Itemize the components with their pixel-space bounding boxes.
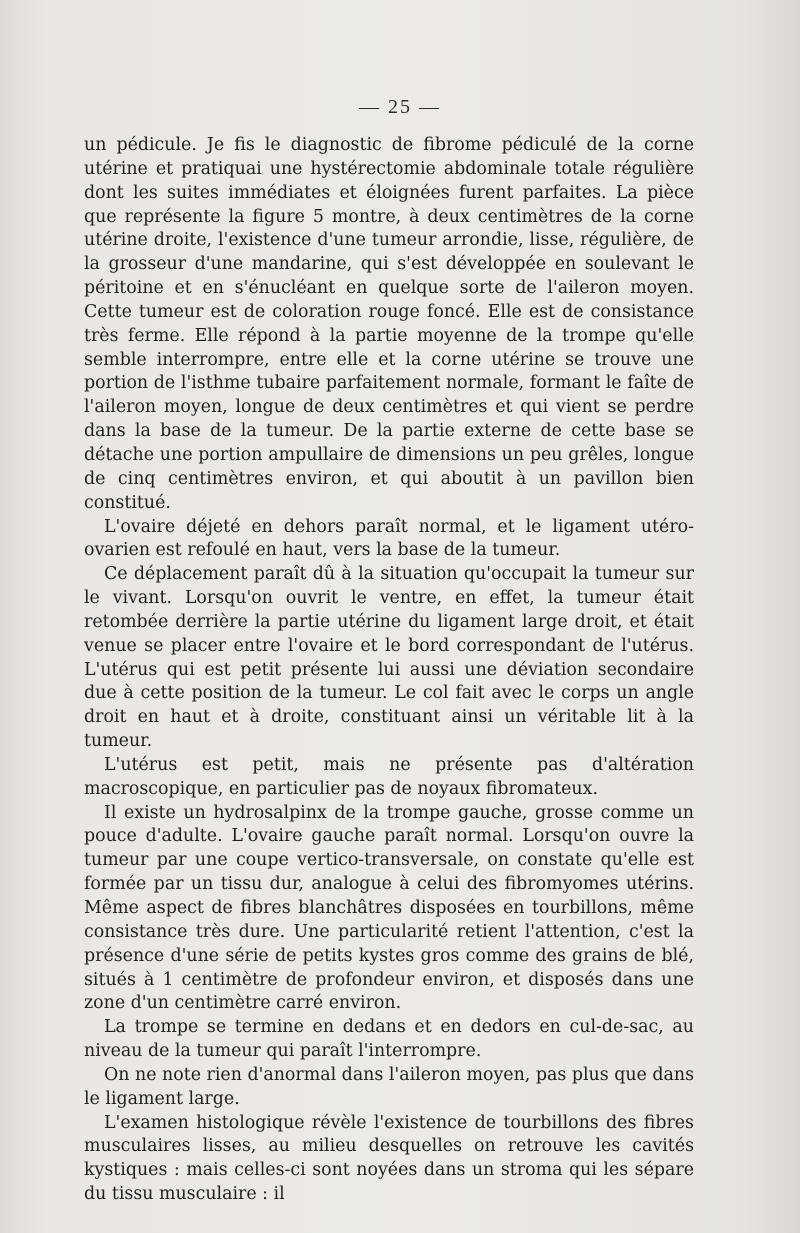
paragraph: On ne note rien d'anormal dans l'aileron moyen, pas plus que dans le ligament large. — [84, 1064, 694, 1109]
paragraph: L'examen histologique révèle l'existence de tourbillons des fibres musculaires lisses, au milieu desquelles on retrouve les cavités kystiques : mais celles-ci sont noyées dans un stroma qui les sépare du tissu musculaire : il — [84, 1112, 694, 1205]
paragraph: L'ovaire déjeté en dehors paraît normal, et le ligament utéro-ovarien est refoulé en haut, vers la base de la tumeur. — [84, 516, 694, 561]
paragraph: La trompe se termine en dedans et en dedors en cul-de-sac, au niveau de la tumeur qui paraît l'interrompre. — [84, 1017, 694, 1062]
paragraph: Ce déplacement paraît dû à la situation qu'occupait la tumeur sur le vivant. Lorsqu'on ouvrit le ventre, en effet, la tumeur était retombée derrière la partie utérine du ligament large droit, et était venue se placer entre l'ovaire et le bord correspondant de l'utérus. L'utérus qui est petit présente lui aussi une déviation secondaire due à cette position de la tumeur. Le col fait avec le corps un angle droit en haut et à droite, constituant ainsi un véritable lit à la tumeur. — [84, 564, 694, 752]
paragraph: un pédicule. Je fis le diagnostic de fibrome pédiculé de la corne utérine et pratiquai une hystérectomie abdominale totale régulière dont les suites immédiates et éloignées furent parfaites. La pièce que représente la figure 5 montre, à deux centimètres de la corne utérine droite, l'existence d'une tumeur arrondie, lisse, régulière, de la grosseur d'une mandarine, qui s'est développée en soulevant le péritoine et en s'énucléant en quelque sorte de l'aileron moyen. Cette tumeur est de coloration rouge foncé. Elle est de consistance très ferme. Elle répond à la partie moyenne de la trompe qu'elle semble interrompre, entre elle et la corne utérine se trouve une portion de l'isthme tubaire parfaitement normale, formant le faîte de l'aileron moyen, longue de deux centimètres et qui vient se perdre dans la base de la tumeur. De la partie externe de cette base se détache une portion ampullaire de dimensions un peu grêles, longue de cinq centimètres environ, et qui aboutit à un pavillon bien constitué. — [84, 135, 694, 513]
body-text — [84, 134, 694, 1207]
paragraph: Il existe un hydrosalpinx de la trompe gauche, grosse comme un pouce d'adulte. L'ovaire gauche paraît normal. Lorsqu'on ouvre la tumeur par une coupe vertico-transversale, on constate qu'elle est formée par un tissu dur, analogue à celui des fibromyomes utérins. Même aspect de fibres blanchâtres disposées en tourbillons, même consistance très dure. Une particularité retient l'attention, c'est la présence d'une série de petits kystes gros comme des grains de blé, situés à 1 centimètre de profondeur environ, et disposés dans une zone d'un centimètre carré environ. — [84, 802, 694, 1014]
paragraph: L'utérus est petit, mais ne présente pas d'altération macroscopique, en particulier pas de noyaux fibromateux. — [84, 754, 694, 799]
page-number: — 25 — — [359, 96, 441, 118]
